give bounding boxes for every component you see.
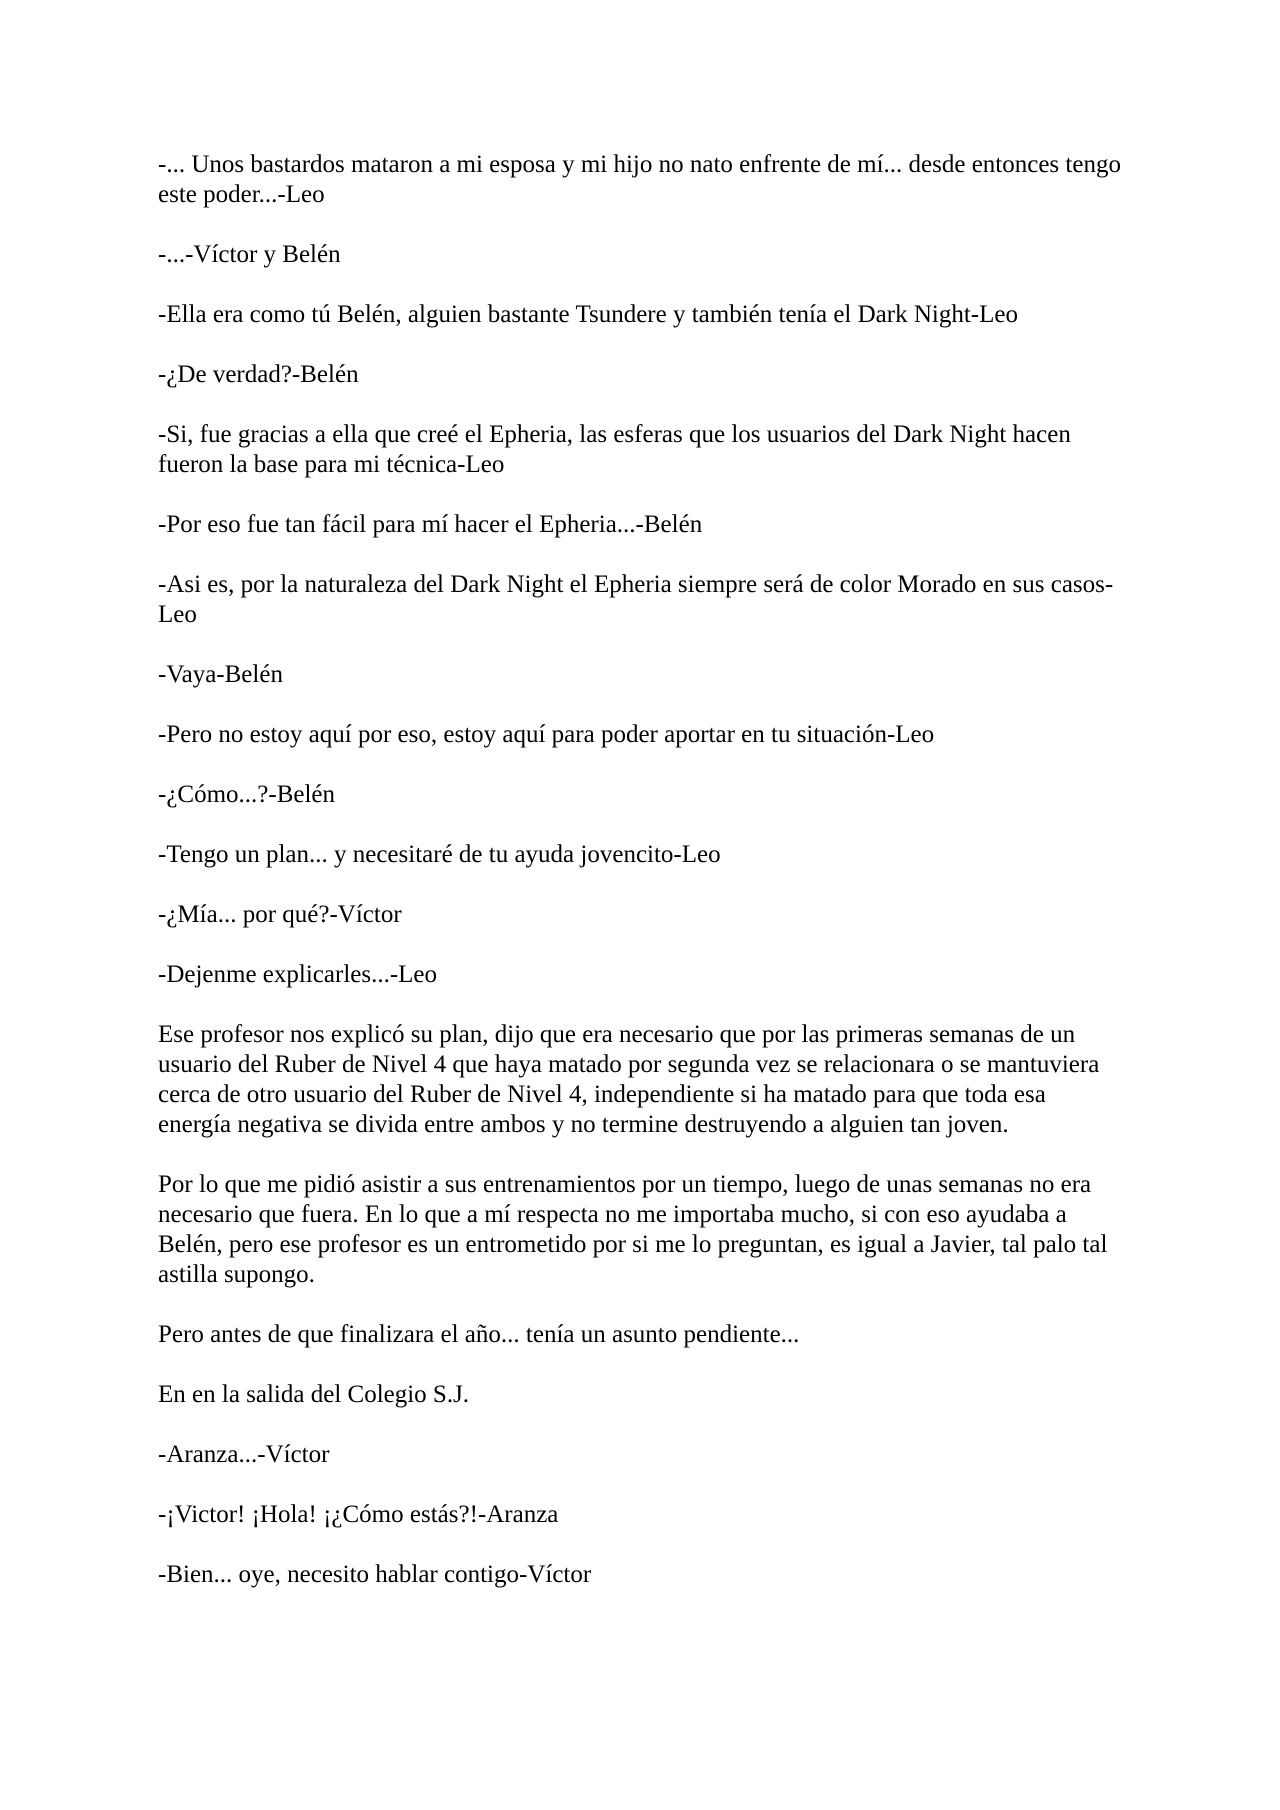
paragraph-dialogue-15: -¡Victor! ¡Hola! ¡¿Cómo estás?!-Aranza (158, 1501, 559, 1528)
paragraph-dialogue-8: -Vaya-Belén (158, 661, 283, 688)
paragraph-dialogue-2: -...-Víctor y Belén (158, 241, 341, 268)
paragraph-dialogue-12: -¿Mía... por qué?-Víctor (158, 901, 402, 928)
paragraph-dialogue-9: -Pero no estoy aquí por eso, estoy aquí para poder aportar en tu situación-Leo (158, 721, 935, 748)
paragraph-dialogue-7: -Asi es, por la naturaleza del Dark Night el Epheria siempre será de color Morado en sus casos-Leo (158, 571, 1114, 628)
paragraph-narration-2: Por lo que me pidió asistir a sus entrenamientos por un tiempo, luego de unas semanas no era necesario que fuera. En lo que a mí respecta no me importaba mucho, si con eso ayudaba a Belén, pero ese profesor es un entrometido por si me lo preguntan, es igual a Javier, tal palo tal astilla supongo. (158, 1171, 1108, 1288)
paragraph-narration-4: En en la salida del Colegio S.J. (158, 1381, 470, 1408)
paragraph-dialogue-6: -Por eso fue tan fácil para mí hacer el Epheria...-Belén (158, 511, 703, 538)
paragraph-dialogue-4: -¿De verdad?-Belén (158, 361, 359, 388)
paragraph-narration-1: Ese profesor nos explicó su plan, dijo que era necesario que por las primeras semanas de un usuario del Ruber de Nivel 4 que haya matado por segunda vez se relacionara o se mantuviera cerca de otro usuario del Ruber de Nivel 4, independiente si ha matado para que toda esa energía negativa se divida entre ambos y no termine destruyendo a alguien tan joven. (158, 1021, 1100, 1138)
paragraph-dialogue-5: -Si, fue gracias a ella que creé el Epheria, las esferas que los usuarios del Dark Night hacen fueron la base para mi técnica-Leo (158, 421, 1071, 478)
paragraph-dialogue-14: -Aranza...-Víctor (158, 1441, 330, 1468)
paragraph-narration-3: Pero antes de que finalizara el año... tenía un asunto pendiente... (158, 1321, 800, 1348)
paragraph-dialogue-3: -Ella era como tú Belén, alguien bastante Tsundere y también tenía el Dark Night-Leo (158, 301, 1018, 328)
paragraph-dialogue-16: -Bien... oye, necesito hablar contigo-Víctor (158, 1561, 592, 1588)
paragraph-dialogue-10: -¿Cómo...?-Belén (158, 781, 336, 808)
paragraph-dialogue-1: -... Unos bastardos mataron a mi esposa y mi hijo no nato enfrente de mí... desde entonces tengo este poder...-Leo (158, 151, 1121, 208)
paragraph-dialogue-13: -Dejenme explicarles...-Leo (158, 961, 438, 988)
paragraph-dialogue-11: -Tengo un plan... y necesitaré de tu ayuda jovencito-Leo (158, 841, 721, 868)
